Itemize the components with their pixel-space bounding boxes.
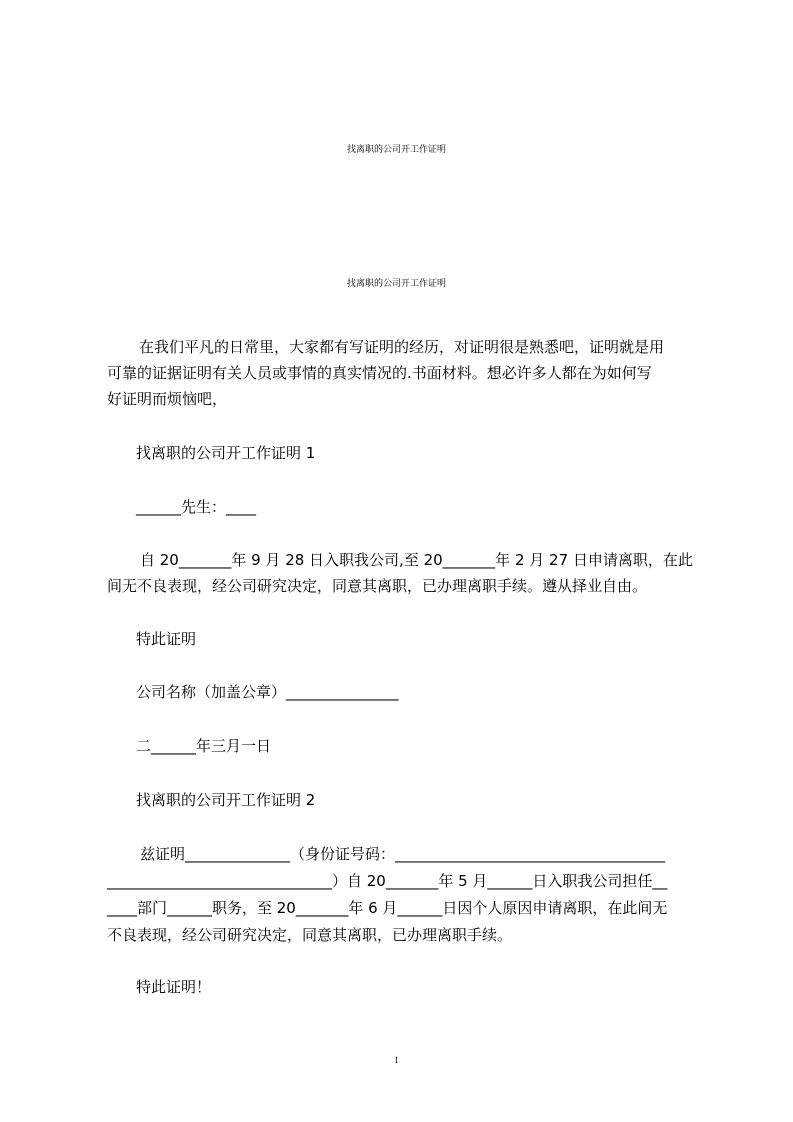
header-title: 找离职的公司开工作证明	[346, 145, 446, 155]
page-number: 1	[394, 1055, 399, 1065]
cert2-body-line-4: 不良表现，经公司研究决定，同意其离职，已办理离职手续。	[107, 926, 513, 944]
cert1-body-line-2: 间无不良表现，经公司研究决定，同意其离职，已办理离职手续。遵从择业自由。	[107, 577, 648, 595]
intro-line-2: 可靠的证据证明有关人员或事情的真实情况的.书面材料。想必许多人都在为如何写	[107, 364, 652, 382]
cert2-heading: 找离职的公司开工作证明 2	[136, 791, 316, 809]
cert2-body-line-3: ____部门______职务，至 20_______年 6 月______日因个人原因申请离职，在此间无	[107, 899, 668, 917]
cert1-body-line-1: 自 20_______年 9 月 28 日入职我公司,至 20_______年 2 月 27 日申请离职，在此	[140, 551, 693, 569]
main-title: 找离职的公司开工作证明	[346, 279, 446, 289]
cert1-date: 二______年三月一日	[136, 737, 272, 755]
cert1-salutation: ______先生：____	[136, 498, 257, 516]
cert1-special: 特此证明	[136, 630, 197, 648]
cert2-body-line-1: 兹证明______________（身份证号码：____________________________________	[140, 845, 666, 863]
cert2-body-line-2: ______________________________）自 20_______年 5 月______日入职我公司担任__	[107, 872, 668, 890]
intro-line-1: 在我们平凡的日常里，大家都有写证明的经历，对证明很是熟悉吧，证明就是用	[139, 338, 665, 356]
intro-line-3: 好证明而烦恼吧，	[107, 390, 228, 408]
cert2-special: 特此证明！	[136, 978, 212, 996]
cert1-company: 公司名称（加盖公章）_______________	[136, 683, 399, 701]
cert1-heading: 找离职的公司开工作证明 1	[136, 444, 316, 462]
